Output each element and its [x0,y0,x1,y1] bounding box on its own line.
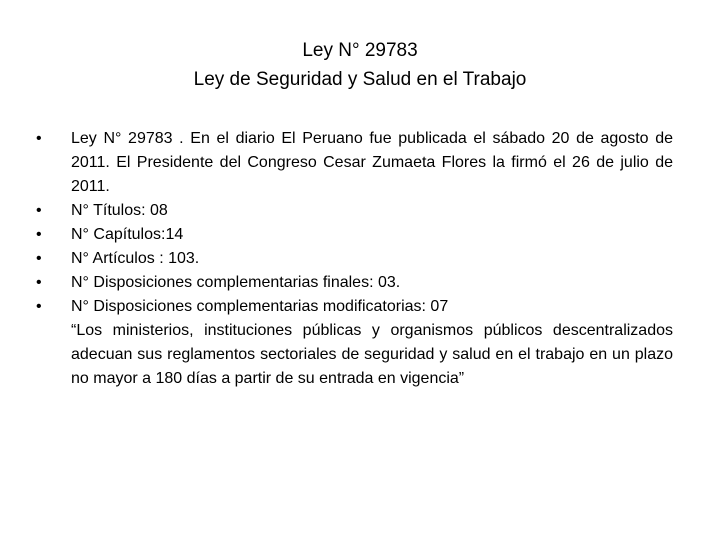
bullet-dot-icon: • [36,226,42,243]
bullet-list [36,127,673,319]
title-line-1: Ley N° 29783 [302,40,418,61]
list-item [36,127,673,199]
bullet-text: N° Disposiciones complementarias finales: 03. [71,274,401,291]
bullet-dot-icon: • [36,274,42,291]
bullet-text: N° Artículos : 103. [71,250,200,267]
list-item [36,271,673,295]
list-item [36,295,673,319]
slide-content [36,127,673,391]
list-item [36,247,673,271]
bullet-text: N° Capítulos:14 [71,226,184,243]
bullet-text: Ley N° 29783 . En el diario El Peruano fue publicada el sábado 20 de agosto de 2011. El Presidente del Congreso Cesar Zumaeta Flores la firmó el 26 de julio de 2011. [71,130,673,195]
bullet-dot-icon: • [36,130,42,147]
list-item [36,223,673,247]
quote-text: “Los ministerios, instituciones públicas y organismos públicos descentralizados adecuan sus reglamentos sectoriales de seguridad y salud en el trabajo en un plazo no mayor a 180 días a partir de su entrada en vigencia” [71,322,673,387]
bullet-dot-icon: • [36,202,42,219]
bullet-text: N° Disposiciones complementarias modificatorias: 07 [71,298,449,315]
title-line-2: Ley de Seguridad y Salud en el Trabajo [193,69,527,90]
slide-title [60,36,660,94]
bullet-dot-icon: • [36,298,42,315]
bullet-text: N° Títulos: 08 [71,202,168,219]
list-item [36,199,673,223]
bullet-dot-icon: • [36,250,42,267]
